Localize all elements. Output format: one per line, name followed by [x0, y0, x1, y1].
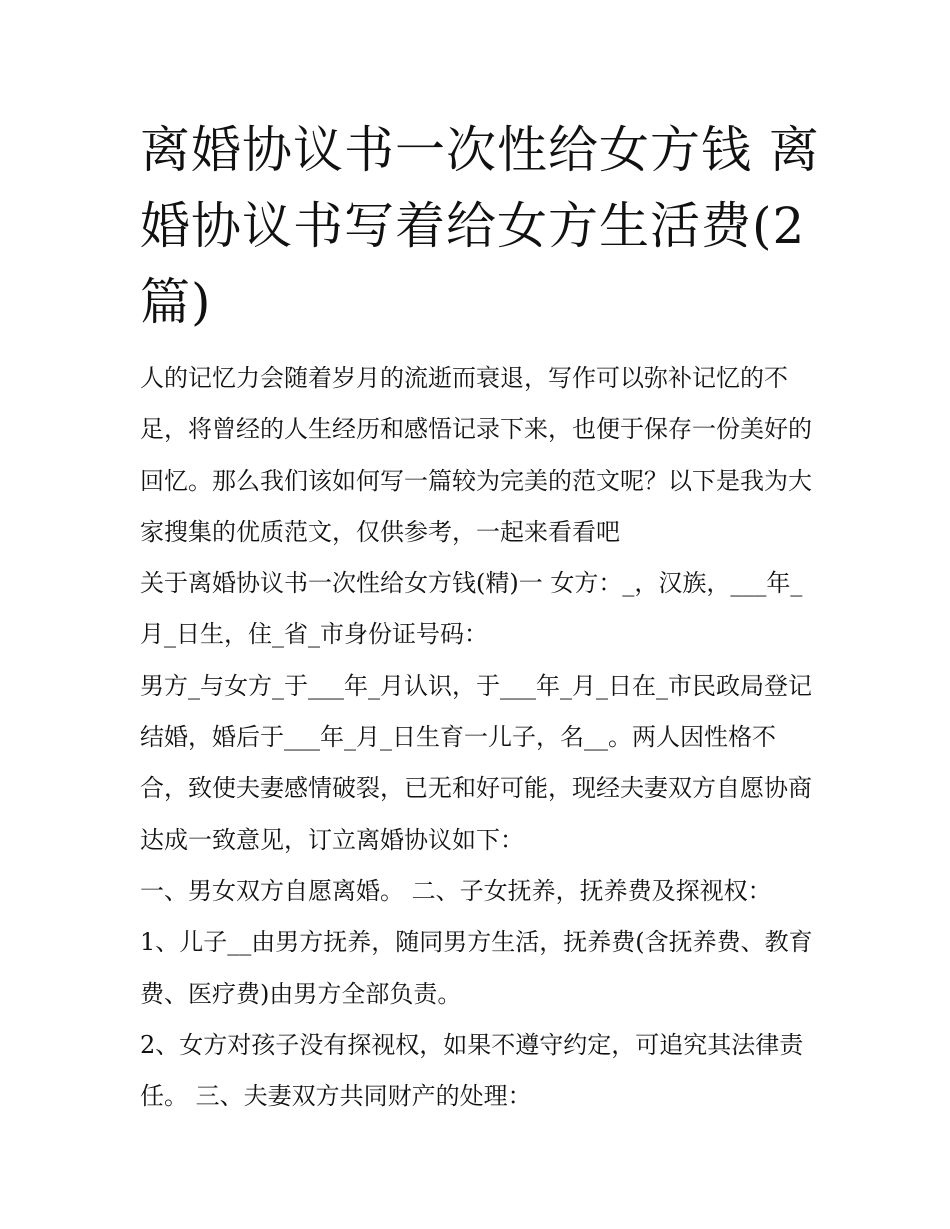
marriage-facts-paragraph: 男方_与女方_于___年_月认识，于___年_月_日在_市民政局登记结婚，婚后于___年_月_日生育一儿子，名__。两人因性格不合，致使夫妻感情破裂，已无和好可能，现经夫妻双方自愿协商达成一致意见，订立离婚协议如下：: [140, 671, 812, 854]
custody-clause-paragraph: 1、儿子__由男方抚养，随同男方生活，抚养费(含抚养费、教育费、医疗费)由男方全部负责。: [140, 928, 813, 1008]
clause-one-two-paragraph: 一、男女双方自愿离婚。 二、子女抚养，抚养费及探视权：: [140, 876, 772, 905]
visitation-clause-paragraph: 2、女方对孩子没有探视权，如果不遵守约定，可追究其法律责任。 三、夫妻双方共同财产的处理：: [140, 1030, 804, 1111]
document-title: 离婚协议书一次性给女方钱 离婚协议书写着给女方生活费(2篇): [140, 121, 820, 331]
document-body: [140, 353, 820, 1122]
intro-paragraph: 人的记忆力会随着岁月的流逝而衰退，写作可以弥补记忆的不足，将曾经的人生经历和感悟记录下来，也便于保存一份美好的回忆。那么我们该如何写一篇较为完美的范文呢？以下是我为大家搜集的优质范文，仅供参考，一起来看看吧: [140, 364, 812, 546]
party-female-paragraph: 关于离婚协议书一次性给女方钱(精)一 女方：_，汉族，___年_月_日生，住_省_市身份证号码：: [140, 569, 803, 649]
